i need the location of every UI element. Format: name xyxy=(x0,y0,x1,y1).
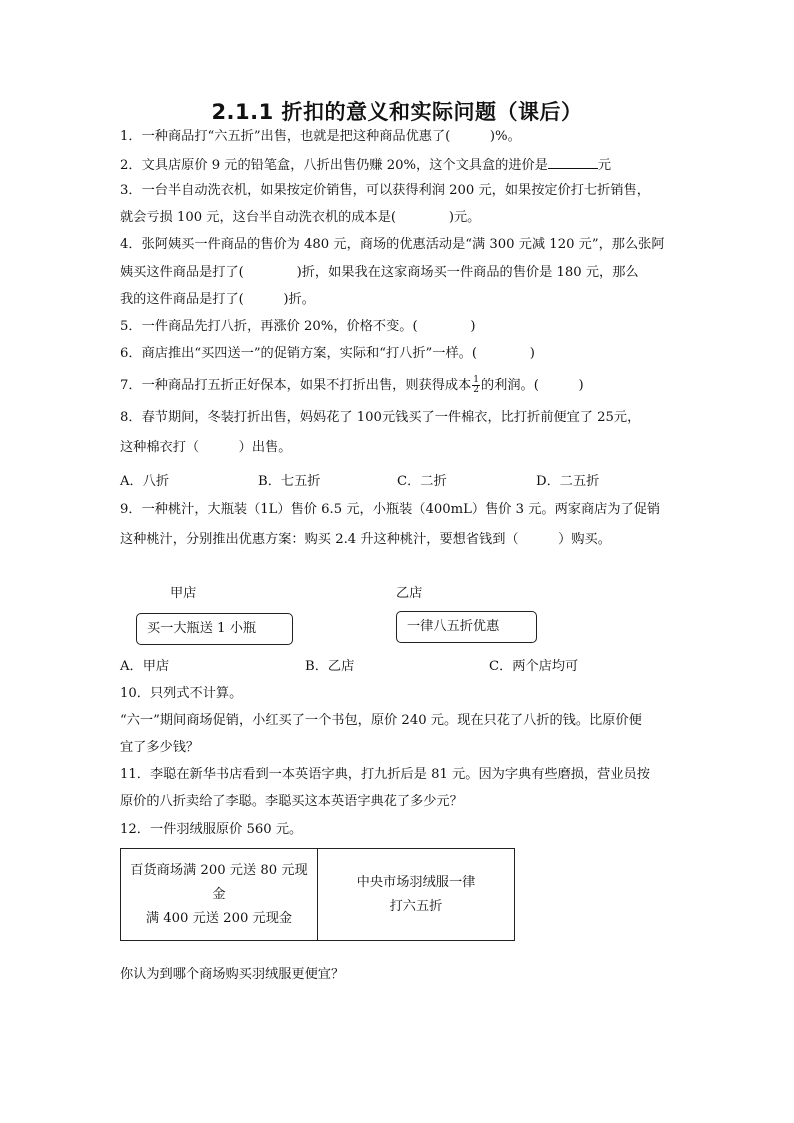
table-text: 中央市场羽绒服一律 xyxy=(356,874,476,890)
question-9-line-2: 这种桃汁，分别推出优惠方案：购买 2.4 升这种桃汁，要想省钱到（ ）购买。 xyxy=(120,532,611,547)
question-7 xyxy=(120,376,584,395)
q9-option-c: C．两个店均可 xyxy=(489,659,579,674)
q8-option-d: D．二五折 xyxy=(536,474,600,489)
table-text: 百货商场满 200 元送 80 元现 xyxy=(130,862,308,878)
question-11-line-1: 11．李聪在新华书店看到一本英语字典，打九折后是 81 元。因为字典有些磨损，营业员按 xyxy=(120,767,650,782)
question-4-line-3: 我的这件商品是打了( )折。 xyxy=(120,292,315,307)
question-10-line-3: 宜了多少钱？ xyxy=(120,740,200,755)
answer-blank xyxy=(548,155,598,169)
fraction-denominator: 2 xyxy=(473,385,479,395)
question-9-line-1: 9．一种桃汁，大瓶装（1L）售价 6.5 元，小瓶装（400mL）售价 3 元。两家商店为了促销 xyxy=(120,502,661,517)
question-5: 5．一件商品先打八折，再涨价 20%，价格不变。( ) xyxy=(120,319,476,334)
fraction-one-half xyxy=(472,376,480,395)
question-8-line-2: 这种棉衣打（ ）出售。 xyxy=(120,440,292,455)
table-cell-central-market xyxy=(318,849,514,940)
question-4-line-1: 4．张阿姨买一件商品的售价为 480 元，商场的优惠活动是“满 300 元减 120 元”，那么张阿 xyxy=(120,237,665,252)
q8-option-b: B．七五折 xyxy=(258,474,321,489)
question-8-line-1: 8．春节期间，冬装打折出售，妈妈花了 100元钱买了一件棉衣，比打折前便宜了 25元， xyxy=(120,410,641,425)
question-10-line-2: “六一”期间商场促销，小红买了一个书包，原价 240 元。现在只花了八折的钱。比原价便 xyxy=(120,713,642,728)
question-11-line-2: 原价的八折卖给了李聪。李聪买这本英语字典花了多少元？ xyxy=(120,794,463,809)
q9-option-b: B．乙店 xyxy=(305,659,355,674)
fraction-numerator: 1 xyxy=(473,375,479,385)
shop-a-offer-box: 买一大瓶送 1 小瓶 xyxy=(136,613,293,645)
question-2 xyxy=(120,155,611,175)
q8-option-c: C．二折 xyxy=(397,474,447,489)
question-7-text-end: 的利润。( ) xyxy=(481,378,584,393)
table-cell-department-store xyxy=(121,849,318,940)
shop-b-offer-box: 一律八五折优惠 xyxy=(396,611,537,643)
q9-option-a: A．甲店 xyxy=(120,659,170,674)
question-10-line-1: 10．只列式不计算。 xyxy=(120,686,243,701)
question-3-line-2: 就会亏损 100 元，这台半自动洗衣机的成本是( )元。 xyxy=(120,210,481,225)
page-title: 2.1.1 折扣的意义和实际问题（课后） xyxy=(211,100,583,124)
table-text: 满 400 元送 200 元现金 xyxy=(145,910,293,926)
question-7-text: 7．一种商品打五折正好保本，如果不打折出售，则获得成本 xyxy=(120,378,472,393)
question-3-line-1: 3．一台半自动洗衣机，如果按定价销售，可以获得利润 200 元，如果按定价打七折销售， xyxy=(120,183,650,198)
question-12-line-1: 12．一件羽绒服原价 560 元。 xyxy=(120,822,303,837)
table-text: 金 xyxy=(212,886,226,902)
question-2-unit: 元 xyxy=(597,158,612,173)
shop-b-name: 乙店 xyxy=(396,586,423,601)
question-4-line-2: 姨买这件商品是打了( )折，如果我在这家商场买一件商品的售价是 180 元，那么 xyxy=(120,265,639,280)
comparison-table xyxy=(120,848,515,941)
question-12-line-2: 你认为到哪个商场购买羽绒服更便宜？ xyxy=(120,967,345,982)
question-1: 1．一种商品打“六五折”出售，也就是把这种商品优惠了( )%。 xyxy=(120,129,521,144)
shop-a-name: 甲店 xyxy=(170,586,197,601)
question-2-text: 2．文具店原价 9 元的铅笔盒，八折出售仍赚 20%，这个文具盒的进价是 xyxy=(120,158,548,173)
question-6: 6．商店推出“买四送一”的促销方案，实际和“打八折”一样。( ) xyxy=(120,346,535,361)
q8-option-a: A．八折 xyxy=(120,474,170,489)
table-text: 打六五折 xyxy=(389,898,443,914)
